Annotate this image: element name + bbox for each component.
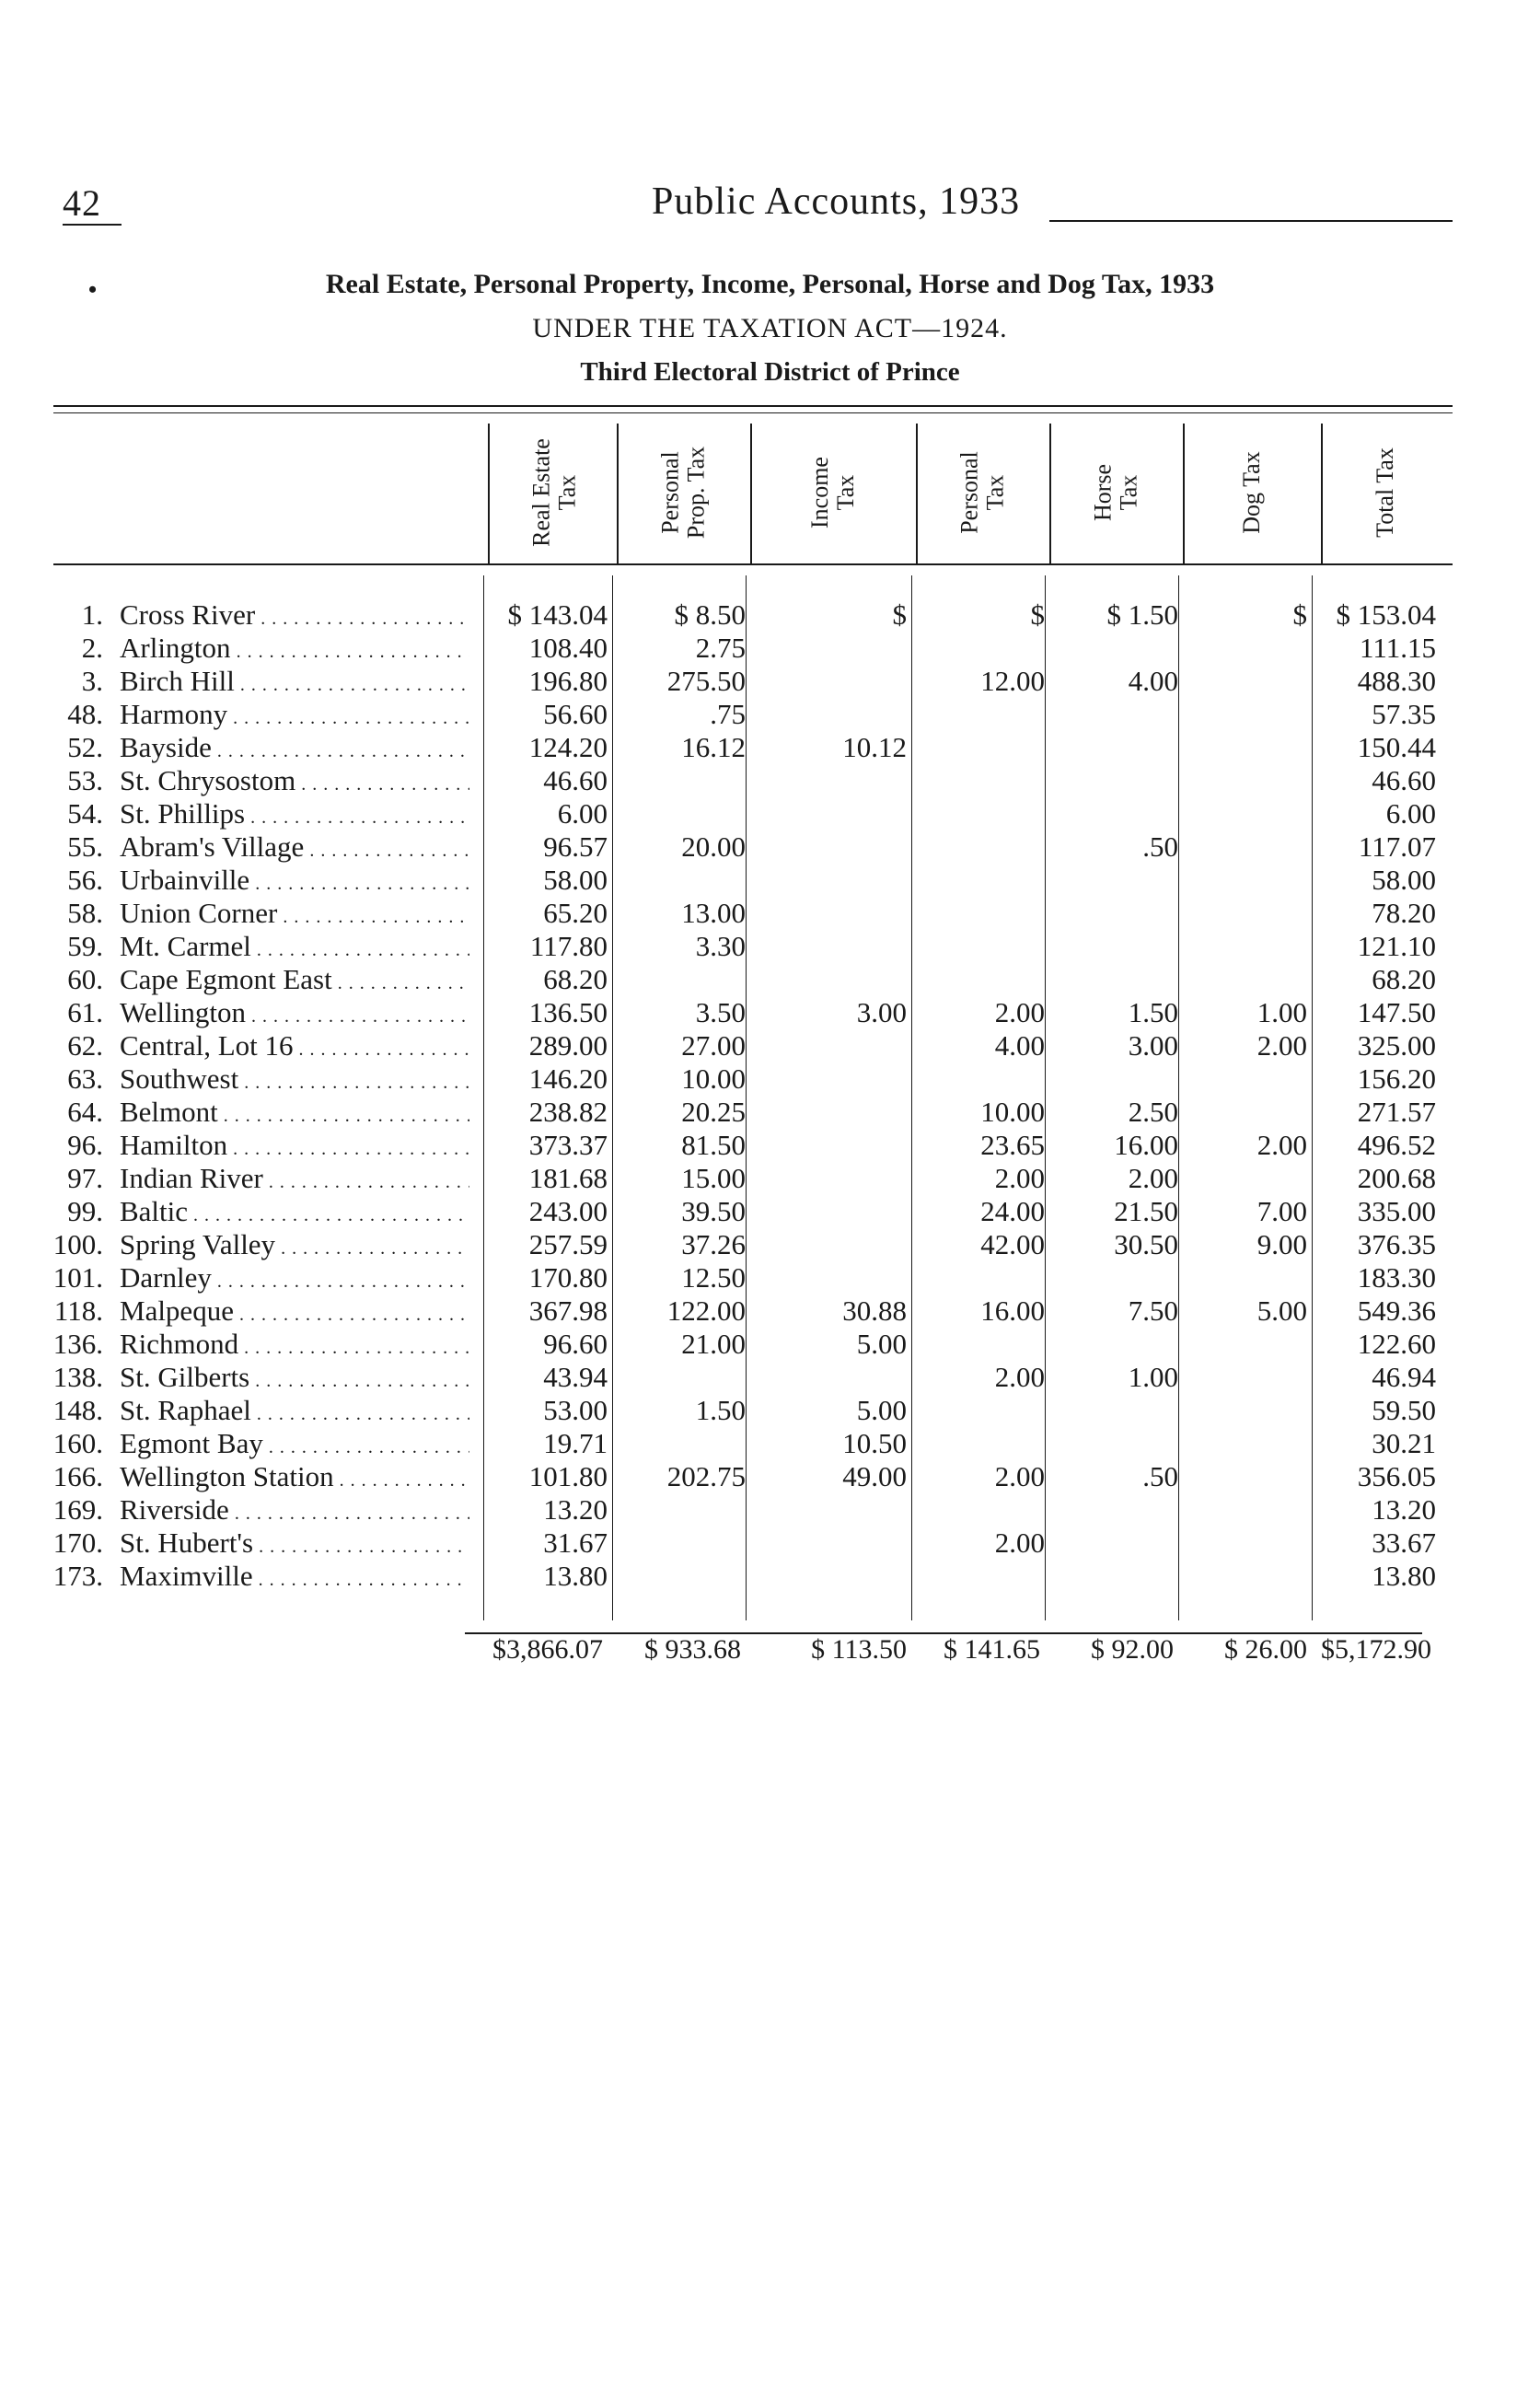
cell-real-estate: 43.94 (543, 1361, 608, 1393)
col-header-total: Total Tax (1372, 447, 1398, 538)
cell-personal: 2.00 (994, 1361, 1045, 1393)
cell-personal-prop: 15.00 (681, 1162, 746, 1194)
header-divider (617, 424, 619, 563)
cell-real-estate: 124.20 (528, 731, 608, 763)
cell-total: 111.15 (1360, 632, 1436, 664)
cell-personal: 16.00 (980, 1294, 1045, 1327)
row-district-name: Riverside . . . (120, 1493, 469, 1530)
cell-personal: 12.00 (980, 665, 1045, 697)
cell-real-estate: 96.57 (543, 830, 608, 863)
cell-personal-prop: 20.25 (681, 1096, 746, 1128)
row-district-name: Central, Lot 16 . . . (120, 1029, 469, 1066)
cell-real-estate: 56.60 (543, 698, 608, 730)
row-number: 56. (67, 864, 103, 896)
cell-horse: 21.50 (1114, 1195, 1178, 1227)
table-row (0, 963, 1540, 996)
cell-dog: 9.00 (1256, 1228, 1307, 1260)
cell-income: $ (892, 598, 907, 631)
cell-personal-prop: 1.50 (695, 1394, 746, 1426)
table-row (0, 1261, 1540, 1294)
cell-total: 13.80 (1372, 1560, 1436, 1592)
cell-total: 117.07 (1358, 830, 1436, 863)
page-header (63, 180, 1453, 231)
cell-personal: 4.00 (994, 1029, 1045, 1062)
table-row (0, 632, 1540, 665)
cell-total: 57.35 (1372, 698, 1436, 730)
cell-dog: 2.00 (1256, 1029, 1307, 1062)
row-district-name: St. Raphael . . . (120, 1394, 469, 1431)
cell-total: 13.20 (1372, 1493, 1436, 1526)
row-number: 1. (81, 598, 103, 631)
cell-real-estate: 19.71 (543, 1427, 608, 1459)
totals-row (0, 1630, 1540, 1670)
col-header-horse: Horse Tax (1089, 463, 1142, 522)
cell-dog: 7.00 (1256, 1195, 1307, 1227)
row-district-name: Harmony . . . (120, 698, 469, 735)
row-district-name: Abram's Village . . . (120, 830, 469, 867)
table-row (0, 1062, 1540, 1096)
table-row (0, 1096, 1540, 1129)
cell-total: 122.60 (1357, 1328, 1436, 1360)
cell-personal: 2.00 (994, 1460, 1045, 1492)
row-district-name: Egmont Bay . . . (120, 1427, 469, 1464)
row-number: 52. (67, 731, 103, 763)
row-district-name: Hamilton . . . (120, 1129, 469, 1166)
cell-personal-prop: 122.00 (666, 1294, 746, 1327)
row-district-name: St. Gilberts . . . (120, 1361, 469, 1398)
table-row (0, 1427, 1540, 1460)
table-top-rule (53, 405, 1453, 413)
cell-total: 200.68 (1357, 1162, 1436, 1194)
cell-real-estate: 13.20 (543, 1493, 608, 1526)
cell-real-estate: 13.80 (543, 1560, 608, 1592)
cell-horse: 2.50 (1128, 1096, 1178, 1128)
cell-personal-prop: 37.26 (681, 1228, 746, 1260)
total-personal-prop: $ 933.68 (644, 1634, 741, 1665)
cell-real-estate: 243.00 (528, 1195, 608, 1227)
col-header-personal-prop: Personal Prop. Tax (656, 446, 710, 540)
cell-personal: 2.00 (994, 1527, 1045, 1559)
cell-real-estate: $ 143.04 (507, 598, 608, 631)
row-number: 97. (67, 1162, 103, 1194)
cell-real-estate: 31.67 (543, 1527, 608, 1559)
row-number: 64. (67, 1096, 103, 1128)
cell-total: 78.20 (1372, 897, 1436, 929)
cell-real-estate: 136.50 (528, 996, 608, 1028)
row-number: 100. (52, 1228, 103, 1260)
cell-total: 147.50 (1357, 996, 1436, 1028)
total-income: $ 113.50 (811, 1634, 907, 1665)
cell-total: 356.05 (1357, 1460, 1436, 1492)
table-row (0, 1195, 1540, 1228)
cell-horse: 1.00 (1128, 1361, 1178, 1393)
cell-personal: 2.00 (994, 996, 1045, 1028)
table-row (0, 1560, 1540, 1593)
table-row (0, 1162, 1540, 1195)
cell-personal-prop: 16.12 (681, 731, 746, 763)
cell-real-estate: 373.37 (528, 1129, 608, 1161)
row-district-name: St. Chrysostom . . . (120, 764, 469, 801)
col-header-real-estate: Real Estate Tax (527, 438, 581, 547)
row-district-name: Wellington . . . (120, 996, 469, 1033)
cell-real-estate: 108.40 (528, 632, 608, 664)
row-number: 173. (52, 1560, 103, 1592)
col-header-personal: Personal Tax (955, 451, 1009, 534)
cell-personal: 10.00 (980, 1096, 1045, 1128)
table-district: Third Electoral District of Prince (580, 357, 960, 387)
col-header-income: Income Tax (806, 457, 859, 528)
cell-total: $ 153.04 (1336, 598, 1436, 631)
cell-real-estate: 257.59 (528, 1228, 608, 1260)
cell-horse: 3.00 (1128, 1029, 1178, 1062)
table-row (0, 897, 1540, 930)
row-number: 54. (67, 797, 103, 830)
row-number: 61. (67, 996, 103, 1028)
cell-dog: 2.00 (1256, 1129, 1307, 1161)
cell-real-estate: 196.80 (528, 665, 608, 697)
cell-income: 49.00 (842, 1460, 907, 1492)
row-district-name: Belmont . . . (120, 1096, 469, 1132)
row-number: 118. (53, 1294, 103, 1327)
row-district-name: Malpeque . . . (120, 1294, 469, 1331)
total-horse: $ 92.00 (1091, 1634, 1174, 1665)
cell-horse: 1.50 (1128, 996, 1178, 1028)
cell-personal-prop: 2.75 (695, 632, 746, 664)
cell-personal: 2.00 (994, 1162, 1045, 1194)
row-number: 99. (67, 1195, 103, 1227)
cell-personal: 23.65 (980, 1129, 1045, 1161)
header-divider (750, 424, 752, 563)
cell-real-estate: 96.60 (543, 1328, 608, 1360)
table-row (0, 930, 1540, 963)
cell-personal-prop: 27.00 (681, 1029, 746, 1062)
row-district-name: St. Phillips . . . (120, 797, 469, 834)
cell-real-estate: 238.82 (528, 1096, 608, 1128)
row-district-name: Cape Egmont East . . . (120, 963, 469, 1000)
table-row (0, 1294, 1540, 1328)
table-row (0, 797, 1540, 830)
cell-total: 68.20 (1372, 963, 1436, 995)
page-number-rule (63, 224, 122, 226)
row-district-name: Richmond . . . (120, 1328, 469, 1364)
col-header-dog: Dog Tax (1238, 451, 1265, 534)
cell-real-estate: 68.20 (543, 963, 608, 995)
cell-total: 46.94 (1372, 1361, 1436, 1393)
total-dog: $ 26.00 (1224, 1634, 1307, 1665)
row-number: 136. (52, 1328, 103, 1360)
header-divider (1321, 424, 1323, 563)
table-subtitle: UNDER THE TAXATION ACT—1924. (532, 313, 1008, 343)
cell-total: 6.00 (1385, 797, 1436, 830)
header-divider (916, 424, 918, 563)
cell-income: 5.00 (856, 1328, 907, 1360)
cell-personal-prop: 21.00 (681, 1328, 746, 1360)
cell-personal-prop: 202.75 (666, 1460, 746, 1492)
total-real-estate: $3,866.07 (492, 1634, 603, 1665)
cell-real-estate: 58.00 (543, 864, 608, 896)
table-row (0, 1361, 1540, 1394)
row-number: 2. (81, 632, 103, 664)
row-district-name: Urbainville . . . (120, 864, 469, 900)
cell-income: 5.00 (856, 1394, 907, 1426)
table-row (0, 1493, 1540, 1527)
cell-total: 488.30 (1357, 665, 1436, 697)
row-number: 62. (67, 1029, 103, 1062)
cell-total: 30.21 (1372, 1427, 1436, 1459)
cell-dog: $ (1292, 598, 1307, 631)
table-row (0, 1328, 1540, 1361)
cell-personal-prop: 39.50 (681, 1195, 746, 1227)
cell-personal-prop: 13.00 (681, 897, 746, 929)
row-number: 166. (52, 1460, 103, 1492)
title-bullet: • (88, 276, 98, 303)
cell-real-estate: 289.00 (528, 1029, 608, 1062)
row-number: 59. (67, 930, 103, 962)
row-district-name: Arlington . . . (120, 632, 469, 668)
table-row (0, 731, 1540, 764)
cell-income: 10.12 (842, 731, 907, 763)
cell-real-estate: 181.68 (528, 1162, 608, 1194)
cell-total: 59.50 (1372, 1394, 1436, 1426)
row-number: 101. (52, 1261, 103, 1294)
row-district-name: Spring Valley . . . (120, 1228, 469, 1265)
cell-real-estate: 101.80 (528, 1460, 608, 1492)
cell-real-estate: 117.80 (529, 930, 608, 962)
total-total: $5,172.90 (1321, 1634, 1431, 1665)
cell-horse: 2.00 (1128, 1162, 1178, 1194)
cell-personal: $ (1030, 598, 1045, 631)
row-number: 53. (67, 764, 103, 796)
table-row (0, 1129, 1540, 1162)
cell-real-estate: 46.60 (543, 764, 608, 796)
row-number: 55. (67, 830, 103, 863)
row-district-name: Indian River . . . (120, 1162, 469, 1199)
row-district-name: Maximville . . . (120, 1560, 469, 1596)
row-district-name: Bayside . . . (120, 731, 469, 768)
cell-total: 549.36 (1357, 1294, 1436, 1327)
cell-personal: 42.00 (980, 1228, 1045, 1260)
cell-total: 150.44 (1357, 731, 1436, 763)
table-row (0, 830, 1540, 864)
table-row (0, 1394, 1540, 1427)
cell-total: 496.52 (1357, 1129, 1436, 1161)
cell-personal-prop: 10.00 (681, 1062, 746, 1095)
cell-total: 121.10 (1357, 930, 1436, 962)
cell-total: 376.35 (1357, 1228, 1436, 1260)
cell-horse: 4.00 (1128, 665, 1178, 697)
cell-total: 335.00 (1357, 1195, 1436, 1227)
row-district-name: Union Corner . . . (120, 897, 469, 934)
cell-total: 271.57 (1357, 1096, 1436, 1128)
cell-total: 156.20 (1357, 1062, 1436, 1095)
cell-horse: $ 1.50 (1106, 598, 1178, 631)
header-divider (1049, 424, 1051, 563)
table-row (0, 1527, 1540, 1560)
running-title: Public Accounts, 1933 (652, 180, 1021, 223)
cell-real-estate: 367.98 (528, 1294, 608, 1327)
row-number: 58. (67, 897, 103, 929)
row-district-name: Southwest . . . (120, 1062, 469, 1099)
row-district-name: Darnley . . . (120, 1261, 469, 1298)
table-row (0, 996, 1540, 1029)
row-district-name: Cross River . . . (120, 598, 469, 635)
cell-personal-prop: $ 8.50 (674, 598, 746, 631)
cell-total: 46.60 (1372, 764, 1436, 796)
row-number: 138. (52, 1361, 103, 1393)
cell-horse: 30.50 (1114, 1228, 1178, 1260)
cell-total: 325.00 (1357, 1029, 1436, 1062)
row-district-name: Wellington Station . . . (120, 1460, 469, 1497)
cell-income: 10.50 (842, 1427, 907, 1459)
cell-income: 3.00 (856, 996, 907, 1028)
cell-dog: 1.00 (1256, 996, 1307, 1028)
row-number: 148. (52, 1394, 103, 1426)
cell-total: 33.67 (1372, 1527, 1436, 1559)
cell-horse: .50 (1142, 1460, 1178, 1492)
row-number: 3. (81, 665, 103, 697)
table-row (0, 1029, 1540, 1062)
row-number: 60. (67, 963, 103, 995)
cell-personal-prop: .75 (710, 698, 746, 730)
row-number: 169. (52, 1493, 103, 1526)
table-row (0, 598, 1540, 632)
cell-horse: 16.00 (1114, 1129, 1178, 1161)
table-row (0, 1228, 1540, 1261)
table-row (0, 864, 1540, 897)
cell-horse: .50 (1142, 830, 1178, 863)
cell-real-estate: 6.00 (557, 797, 608, 830)
row-number: 63. (67, 1062, 103, 1095)
row-number: 160. (52, 1427, 103, 1459)
cell-real-estate: 53.00 (543, 1394, 608, 1426)
cell-personal-prop: 3.30 (695, 930, 746, 962)
table-row (0, 764, 1540, 797)
cell-income: 30.88 (842, 1294, 907, 1327)
column-headers (0, 424, 1540, 562)
cell-dog: 5.00 (1256, 1294, 1307, 1327)
row-district-name: St. Hubert's . . . (120, 1527, 469, 1563)
row-number: 170. (52, 1527, 103, 1559)
cell-total: 183.30 (1357, 1261, 1436, 1294)
page-number: 42 (63, 182, 101, 224)
cell-real-estate: 65.20 (543, 897, 608, 929)
cell-real-estate: 146.20 (528, 1062, 608, 1095)
table-row (0, 665, 1540, 698)
header-rule (1049, 220, 1453, 222)
header-divider (1183, 424, 1185, 563)
row-number: 48. (67, 698, 103, 730)
cell-personal-prop: 12.50 (681, 1261, 746, 1294)
row-district-name: Birch Hill . . . (120, 665, 469, 702)
cell-real-estate: 170.80 (528, 1261, 608, 1294)
header-divider (488, 424, 490, 563)
cell-total: 58.00 (1372, 864, 1436, 896)
cell-personal-prop: 275.50 (666, 665, 746, 697)
table-title: Real Estate, Personal Property, Income, Personal, Horse and Dog Tax, 1933 (325, 269, 1215, 299)
table-row (0, 1460, 1540, 1493)
cell-personal-prop: 81.50 (681, 1129, 746, 1161)
cell-personal-prop: 20.00 (681, 830, 746, 863)
row-district-name: Baltic . . . (120, 1195, 469, 1232)
total-personal: $ 141.65 (944, 1634, 1040, 1665)
row-district-name: Mt. Carmel . . . (120, 930, 469, 967)
cell-personal-prop: 3.50 (695, 996, 746, 1028)
table-row (0, 698, 1540, 731)
cell-personal: 24.00 (980, 1195, 1045, 1227)
cell-horse: 7.50 (1128, 1294, 1178, 1327)
header-bottom-rule (53, 563, 1453, 565)
row-number: 96. (67, 1129, 103, 1161)
